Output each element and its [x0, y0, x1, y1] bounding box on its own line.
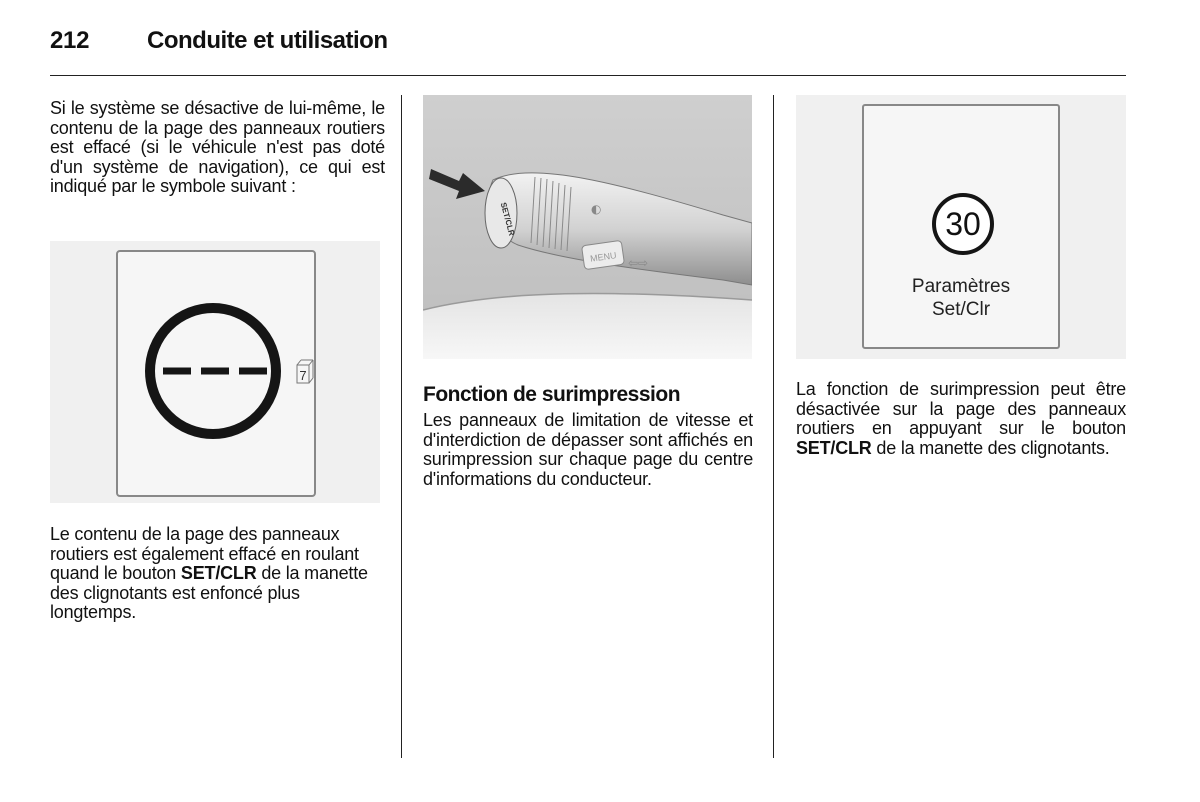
setclr-label: SET/CLR — [498, 201, 517, 237]
speed-limit-sign-icon — [930, 191, 996, 257]
arrows-icon: ⇦⇨ — [628, 256, 649, 270]
stalk-photo — [423, 95, 752, 359]
column-divider-left — [401, 95, 402, 758]
turn-signal-stalk-illustration — [423, 95, 752, 359]
column1-paragraph2-text-end: de la manette des clignotants est enfoncé plus longtemps. — [50, 563, 368, 622]
setclr-bold-2: SET/CLR — [796, 437, 872, 458]
column3-paragraph-text-end: de la manette des clignotants. — [871, 437, 1110, 458]
no-sign-figure — [50, 241, 380, 503]
column1-paragraph2 — [50, 525, 385, 623]
display-caption-line2: Set/Clr — [931, 299, 991, 320]
column1-paragraph1: Si le système se désactive de lui-même, le contenu de la page des panneaux routiers est effacé (si le véhicule n'est pas doté d'un système de navigation), ce qui est indiqué par le symbole suivant : — [50, 98, 385, 196]
column3-paragraph-text: La fonction de surimpression peut être désactivée sur la page des panneaux routiers en appuyant sur le bouton — [796, 379, 1126, 438]
page-number: 212 — [50, 27, 90, 54]
header-divider — [50, 75, 1126, 76]
setclr-bold: SET/CLR — [180, 563, 257, 583]
speed-sign-figure — [796, 95, 1126, 359]
no-sign-display — [50, 241, 380, 503]
section-title: Conduite et utilisation — [147, 27, 388, 54]
column1-paragraph2-text: Le contenu de la page des panneaux routiers est également effacé en roulant quand le bouton — [50, 524, 359, 583]
display-caption-line1: Paramètres — [911, 276, 1011, 297]
column3-paragraph — [796, 380, 1126, 458]
section-heading: Fonction de surimpression — [423, 383, 681, 406]
speed-value: 30 — [945, 206, 981, 242]
display-caption — [864, 275, 1058, 321]
lamp-icon: ◐ — [591, 202, 602, 216]
column2-paragraph: Les panneaux de limitation de vitesse et d'interdiction de dépasser sont affichés en surimpression sur chaque page du centre d'informations du conducteur. — [423, 410, 753, 489]
menu-label: MENU — [589, 250, 618, 264]
column-divider-right — [773, 95, 774, 758]
figure-marker: 7 — [299, 368, 307, 383]
info-display-panel — [862, 104, 1060, 349]
